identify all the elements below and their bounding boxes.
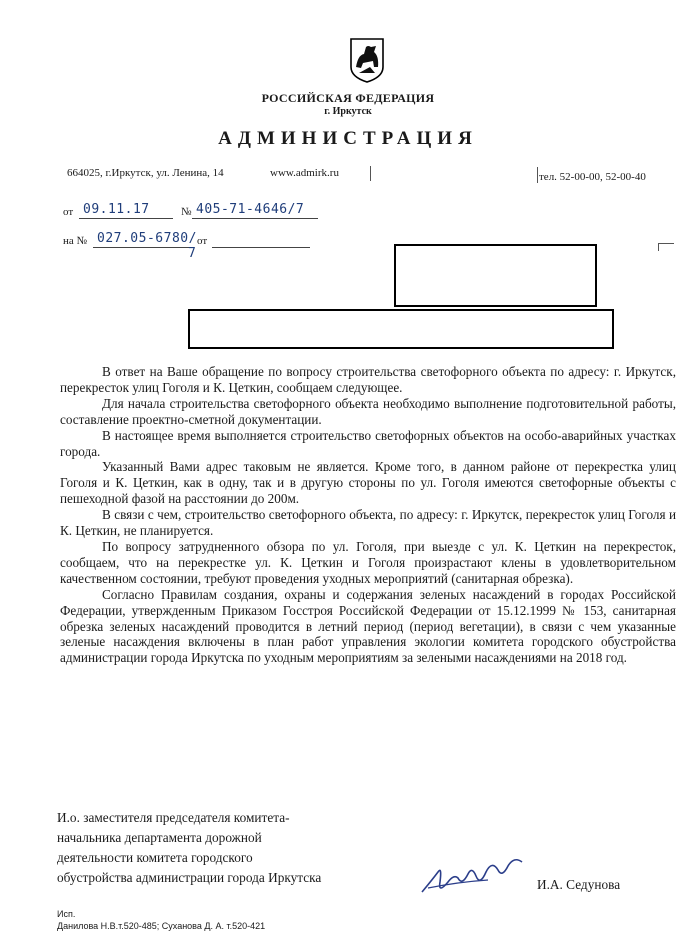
body-paragraph: По вопросу затрудненного обзора по ул. Гоголя, при выезде с ул. К. Цеткин на перекресток, сообщаем, что на перекрестке ул. К. Цеткин и Гоголя произрастают клены в удовлетворительном качественном состоянии, требуют проведения уходных мероприятий (санитарная обрезка).: [60, 538, 676, 586]
reply-date-underline: [212, 247, 310, 248]
divider: [370, 166, 371, 181]
organization-heading: АДМИНИСТРАЦИЯ: [218, 128, 478, 149]
redacted-addressee-box: [188, 309, 614, 349]
body-paragraph: Указанный Вами адрес таковым не является. Кроме того, в данном районе от перекрестка улиц Гоголя и К. Цеткин, как в одну, так и в другую стороны по ул. Гоголя имеются светофорные объекты с пешеходной фазой на расстоянии до 200м.: [60, 459, 676, 507]
corner-mark: [658, 243, 659, 251]
body-paragraph: Для начала строительства светофорного объекта необходимо выполнение подготовительной работы, составление проектно-сметной документации.: [60, 395, 676, 427]
reply-to-suffix: 7: [188, 246, 197, 261]
executor-contacts: Данилова Н.В.т.520-485; Суханова Д. А. т.520-421: [57, 921, 266, 931]
reply-number-underline: [93, 247, 193, 248]
signatory-name: И.А. Седунова: [537, 877, 621, 892]
reply-to-number: 027.05-6780/: [97, 231, 197, 246]
reply-date-label: от: [197, 235, 208, 247]
website: www.admirk.ru: [270, 167, 339, 179]
date-underline: [79, 218, 173, 219]
number-label: №: [181, 206, 192, 218]
irkutsk-coat-of-arms-icon: [349, 37, 385, 83]
body-paragraph: В ответ на Ваше обращение по вопросу строительства светофорного объекта по адресу: г. Иркутск, перекресток улиц Гоголя и К. Цеткин, сообщаем следующее.: [60, 364, 676, 395]
executor-label: Исп.: [57, 909, 76, 919]
handwritten-signature: [418, 852, 528, 900]
body-paragraph: Согласно Правилам создания, охраны и содержания зеленых насаждений в городах Российской Федерации, утвержденным Приказом Госстроя Российской Федерации от 15.12.1999 № 153, санитарная обрезка зеленых насаждений проводится в летний период (период вегетации), в связи с чем указанные зеленые насаждения включены в план работ управления экологии комитета городского обустройства администрации города Иркутска по уходным мероприятиям за зелеными насаждениями на 2018 год.: [60, 586, 676, 666]
redacted-addressee-box: [394, 244, 597, 307]
letter-body: [60, 364, 676, 666]
body-paragraph: В настоящее время выполняется строительство светофорных объектов на особо-аварийных участках города.: [60, 427, 676, 459]
country-heading: РОССИЙСКАЯ ФЕДЕРАЦИЯ: [261, 91, 435, 105]
signatory-title: И.о. заместителя председателя комитета- начальника департамента дорожной деятельности комитета городского обустройства администрации города Иркутска: [57, 810, 322, 885]
phone-numbers: тел. 52-00-00, 52-00-40: [539, 171, 646, 183]
outgoing-date: 09.11.17: [83, 202, 150, 217]
city-heading: г. Иркутск: [324, 106, 372, 117]
number-underline: [192, 218, 318, 219]
executor-info: [57, 908, 265, 932]
divider: [537, 167, 538, 183]
outgoing-number: 405-71-4646/7: [196, 202, 305, 217]
date-label: от: [63, 206, 74, 218]
corner-mark: [658, 243, 674, 244]
body-paragraph: В связи с чем, строительство светофорного объекта, по адресу: г. Иркутск, перекресток улиц Гоголя и К. Цеткин, не планируется.: [60, 507, 676, 539]
postal-address: 664025, г.Иркутск, ул. Ленина, 14: [67, 167, 224, 179]
reply-number-label: на №: [63, 235, 88, 247]
